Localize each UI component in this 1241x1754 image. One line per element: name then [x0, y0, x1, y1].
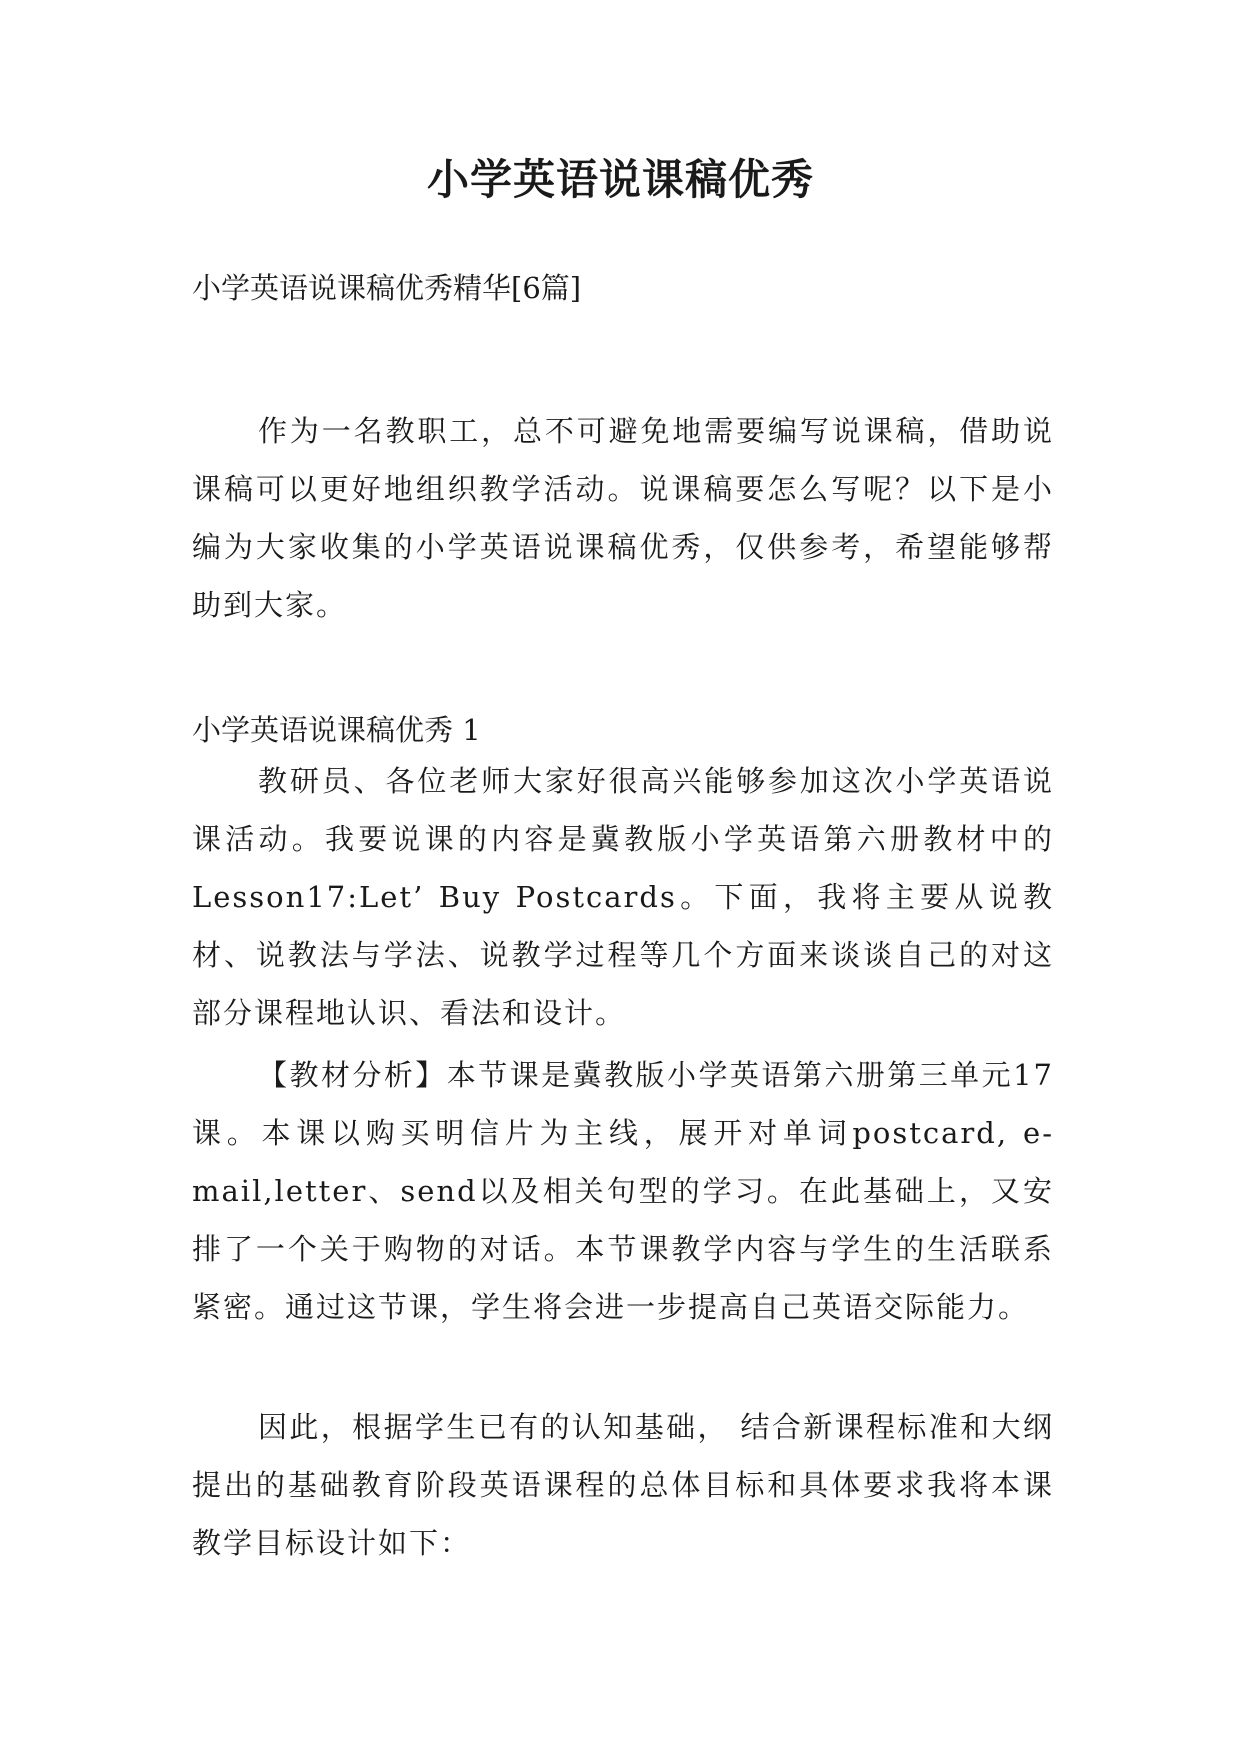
section-heading: 小学英语说课稿优秀 1	[192, 713, 481, 747]
intro-paragraph: 作为一名教职工，总不可避免地需要编写说课稿，借助说课稿可以更好地组织教学活动。说课稿要怎么写呢？以下是小编为大家收集的小学英语说课稿优秀，仅供参考，希望能够帮助到大家。	[192, 414, 1054, 622]
body-paragraph: 【教材分析】本节课是冀教版小学英语第六册第三单元17课。本课以购买明信片为主线，展开对单词postcard, e-mail,letter、send以及相关句型的学习。在此基础上，又安排了一个关于购物的对话。本节课教学内容与学生的生活联系紧密。通过这节课，学生将会进一步提高自己英语交际能力。	[192, 1058, 1054, 1324]
page-subtitle: 小学英语说课稿优秀精华[6篇]	[192, 271, 582, 305]
page-title: 小学英语说课稿优秀	[426, 155, 814, 204]
body-paragraph: 因此，根据学生已有的认知基础， 结合新课程标准和大纲提出的基础教育阶段英语课程的总体目标和具体要求我将本课教学目标设计如下：	[192, 1410, 1054, 1560]
body-paragraph: 教研员、各位老师大家好很高兴能够参加这次小学英语说课活动。我要说课的内容是冀教版小学英语第六册教材中的Lesson17:Let’ Buy Postcards。下面，我将主要从说教材、说教法与学法、说教学过程等几个方面来谈谈自己的对这部分课程地认识、看法和设计。	[192, 764, 1054, 1030]
